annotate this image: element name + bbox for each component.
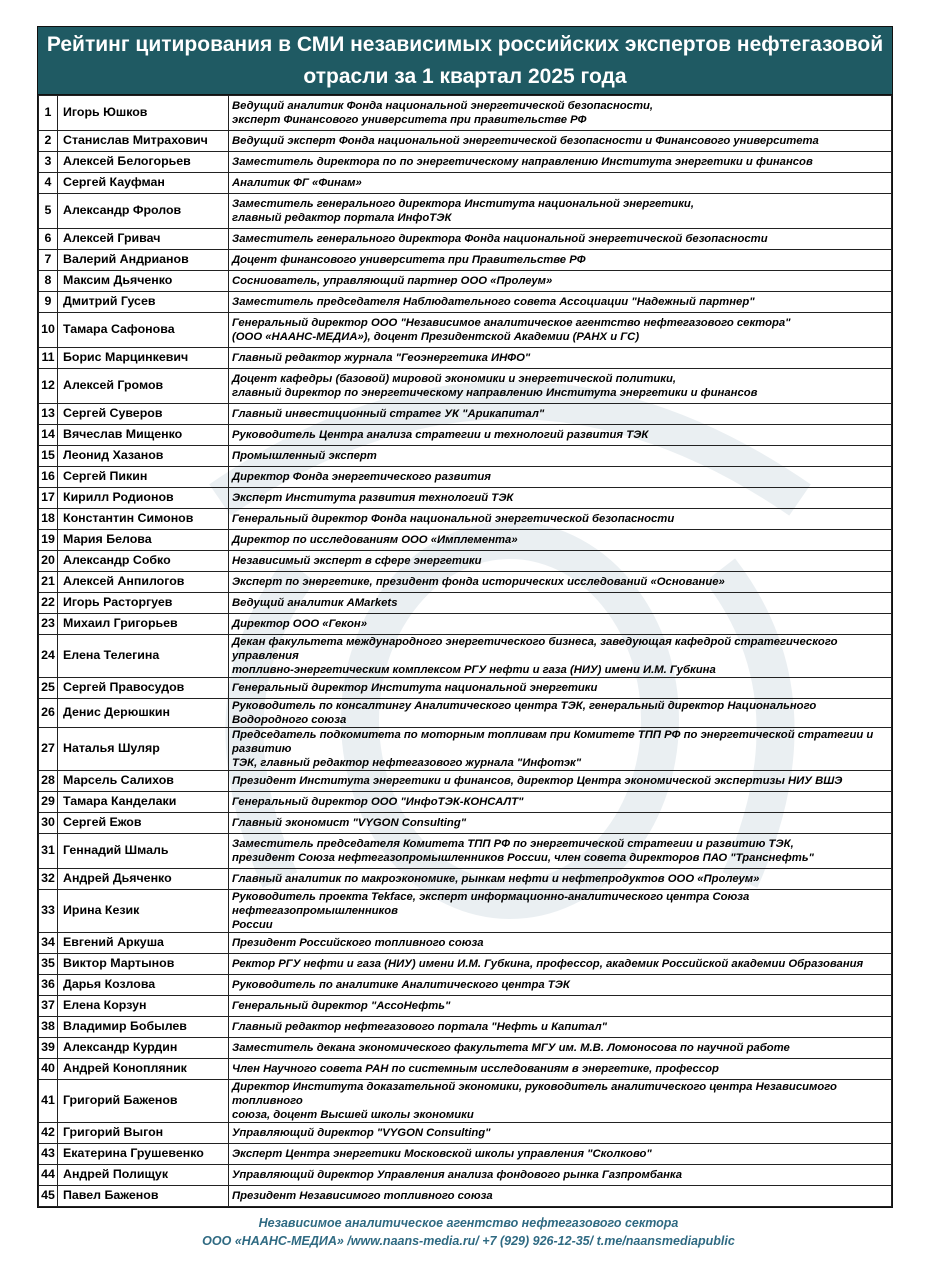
expert-row	[39, 1080, 892, 1123]
expert-row	[39, 488, 892, 509]
expert-row	[39, 728, 892, 771]
expert-row	[39, 509, 892, 530]
expert-row	[39, 1123, 892, 1144]
rank-number: 8	[39, 271, 58, 292]
expert-row	[39, 96, 892, 131]
expert-row	[39, 1059, 892, 1080]
title-line-1: Рейтинг цитирования в СМИ независимых российских экспертов нефтегазовой	[46, 33, 884, 56]
expert-row	[39, 271, 892, 292]
expert-position: Председатель подкомитета по моторным топливам при Комитете ТПП РФ по энергетической стратегии и развитию ТЭК, главный редактор нефтегазового журнала "Инфотэк"	[229, 728, 892, 771]
expert-name: Кирилл Родионов	[58, 488, 229, 509]
rank-number: 29	[39, 792, 58, 813]
expert-row	[39, 446, 892, 467]
expert-name: Константин Симонов	[58, 509, 229, 530]
expert-name: Алексей Белогорьев	[58, 152, 229, 173]
expert-position: Заместитель генерального директора Института национальной энергетики, главный редактор портала ИнфоТЭК	[229, 194, 892, 229]
expert-position: Доцент финансового университета при Правительстве РФ	[229, 250, 892, 271]
rank-number: 21	[39, 572, 58, 593]
rank-number: 34	[39, 933, 58, 954]
expert-row	[39, 369, 892, 404]
expert-name: Мария Белова	[58, 530, 229, 551]
expert-position: Главный экономист "VYGON Consulting"	[229, 813, 892, 834]
rank-number: 45	[39, 1186, 58, 1207]
expert-position: Президент Российского топливного союза	[229, 933, 892, 954]
rank-number: 28	[39, 771, 58, 792]
rank-number: 18	[39, 509, 58, 530]
rank-number: 44	[39, 1165, 58, 1186]
expert-position: Независимый эксперт в сфере энергетики	[229, 551, 892, 572]
expert-position: Руководитель по консалтингу Аналитического центра ТЭК, генеральный директор Национального Водородного союза	[229, 699, 892, 728]
expert-name: Алексей Анпилогов	[58, 572, 229, 593]
rank-number: 30	[39, 813, 58, 834]
expert-row	[39, 975, 892, 996]
expert-name: Павел Баженов	[58, 1186, 229, 1207]
rank-number: 43	[39, 1144, 58, 1165]
expert-name: Александр Собко	[58, 551, 229, 572]
expert-name: Тамара Сафонова	[58, 313, 229, 348]
rank-number: 3	[39, 152, 58, 173]
rank-number: 32	[39, 869, 58, 890]
expert-position: Руководитель Центра анализа стратегии и технологий развития ТЭК	[229, 425, 892, 446]
rank-number: 9	[39, 292, 58, 313]
expert-position: Заместитель председателя Наблюдательного совета Ассоциации "Надежный партнер"	[229, 292, 892, 313]
rank-number: 41	[39, 1080, 58, 1123]
expert-position: Член Научного совета РАН по системным исследованиям в энергетике, профессор	[229, 1059, 892, 1080]
expert-row	[39, 614, 892, 635]
expert-row	[39, 173, 892, 194]
rank-number: 1	[39, 96, 58, 131]
expert-row	[39, 792, 892, 813]
expert-position: Управляющий директор Управления анализа фондового рынка Газпромбанка	[229, 1165, 892, 1186]
expert-position: Эксперт по энергетике, президент фонда исторических исследований «Основание»	[229, 572, 892, 593]
expert-position: Генеральный директор Института национальной энергетики	[229, 678, 892, 699]
expert-position: Эксперт Центра энергетики Московской школы управления "Сколково"	[229, 1144, 892, 1165]
expert-name: Елена Корзун	[58, 996, 229, 1017]
rank-number: 38	[39, 1017, 58, 1038]
expert-row	[39, 1165, 892, 1186]
rank-number: 14	[39, 425, 58, 446]
expert-row	[39, 551, 892, 572]
rank-number: 33	[39, 890, 58, 933]
rank-number: 37	[39, 996, 58, 1017]
expert-row	[39, 348, 892, 369]
rank-number: 11	[39, 348, 58, 369]
footer-contacts: ООО «НААНС-МЕДИА» /www.naans-media.ru/ +7 (929) 926-12-35/ t.me/naansmediapublic	[202, 1234, 735, 1248]
expert-position: Ведущий аналитик AMarkets	[229, 593, 892, 614]
expert-name: Игорь Расторгуев	[58, 593, 229, 614]
expert-row	[39, 933, 892, 954]
rank-number: 10	[39, 313, 58, 348]
expert-position: Руководитель проекта Tekface, эксперт информационно-аналитического центра Союза нефтегазопромышленников России	[229, 890, 892, 933]
rank-number: 36	[39, 975, 58, 996]
expert-name: Андрей Дьяченко	[58, 869, 229, 890]
rank-number: 20	[39, 551, 58, 572]
rank-number: 22	[39, 593, 58, 614]
expert-name: Ирина Кезик	[58, 890, 229, 933]
expert-name: Александр Курдин	[58, 1038, 229, 1059]
expert-name: Григорий Баженов	[58, 1080, 229, 1123]
expert-row	[39, 1017, 892, 1038]
expert-position: Руководитель по аналитике Аналитического центра ТЭК	[229, 975, 892, 996]
expert-name: Игорь Юшков	[58, 96, 229, 131]
expert-row	[39, 530, 892, 551]
expert-name: Борис Марцинкевич	[58, 348, 229, 369]
expert-name: Вячеслав Мищенко	[58, 425, 229, 446]
expert-position: Заместитель декана экономического факультета МГУ им. М.В. Ломоносова по научной работе	[229, 1038, 892, 1059]
expert-row	[39, 771, 892, 792]
rank-number: 13	[39, 404, 58, 425]
expert-position: Сосниователь, управляющий партнер ООО «Пролеум»	[229, 271, 892, 292]
expert-name: Дарья Козлова	[58, 975, 229, 996]
expert-position: Эксперт Института развития технологий ТЭК	[229, 488, 892, 509]
expert-position: Доцент кафедры (базовой) мировой экономики и энергетической политики, главный директор по энергетическому направлению Института энергетики и финансов	[229, 369, 892, 404]
expert-position: Управляющий директор "VYGON Consulting"	[229, 1123, 892, 1144]
expert-name: Тамара Канделаки	[58, 792, 229, 813]
expert-name: Сергей Суверов	[58, 404, 229, 425]
expert-position: Главный редактор журнала "Геоэнергетика ИНФО"	[229, 348, 892, 369]
expert-position: Директор Фонда энергетического развития	[229, 467, 892, 488]
expert-name: Дмитрий Гусев	[58, 292, 229, 313]
expert-name: Леонид Хазанов	[58, 446, 229, 467]
expert-name: Алексей Громов	[58, 369, 229, 404]
expert-row	[39, 1186, 892, 1207]
expert-name: Сергей Ежов	[58, 813, 229, 834]
rank-number: 35	[39, 954, 58, 975]
expert-name: Денис Дерюшкин	[58, 699, 229, 728]
rank-number: 39	[39, 1038, 58, 1059]
expert-name: Елена Телегина	[58, 635, 229, 678]
expert-name: Григорий Выгон	[58, 1123, 229, 1144]
expert-position: Декан факультета международного энергетического бизнеса, заведующая кафедрой стратегического управления топливно-энергетическим комплексом РГУ нефти и газа (НИУ) имени И.М. Губкина	[229, 635, 892, 678]
expert-name: Алексей Гривач	[58, 229, 229, 250]
expert-position: Заместитель генерального директора Фонда национальной энергетической безопасности	[229, 229, 892, 250]
expert-row	[39, 890, 892, 933]
expert-position: Директор ООО «Гекон»	[229, 614, 892, 635]
expert-row	[39, 699, 892, 728]
rank-number: 4	[39, 173, 58, 194]
title-line-2: отрасли за 1 квартал 2025 года	[303, 65, 627, 88]
rank-number: 7	[39, 250, 58, 271]
expert-position: Директор Института доказательной экономики, руководитель аналитического центра Независимого топливного союза, доцент Высшей школы экономики	[229, 1080, 892, 1123]
expert-position: Главный редактор нефтегазового портала "Нефть и Капитал"	[229, 1017, 892, 1038]
expert-position: Заместитель председателя Комитета ТПП РФ по энергетической стратегии и развитию ТЭК, президент Союза нефтегазопромышленников России, член совета директоров ПАО "Транснефть"	[229, 834, 892, 869]
expert-name: Наталья Шуляр	[58, 728, 229, 771]
expert-name: Владимир Бобылев	[58, 1017, 229, 1038]
expert-position: Президент Института энергетики и финансов, директор Центра экономической экспертизы НИУ ВШЭ	[229, 771, 892, 792]
expert-row	[39, 678, 892, 699]
rank-number: 17	[39, 488, 58, 509]
expert-position: Ведущий эксперт Фонда национальной энергетической безопасности и Финансового университета	[229, 131, 892, 152]
rank-number: 5	[39, 194, 58, 229]
rank-number: 40	[39, 1059, 58, 1080]
rank-number: 2	[39, 131, 58, 152]
expert-name: Геннадий Шмаль	[58, 834, 229, 869]
rank-number: 23	[39, 614, 58, 635]
expert-name: Сергей Кауфман	[58, 173, 229, 194]
expert-name: Виктор Мартынов	[58, 954, 229, 975]
expert-row	[39, 194, 892, 229]
rank-number: 24	[39, 635, 58, 678]
expert-name: Михаил Григорьев	[58, 614, 229, 635]
expert-position: Аналитик ФГ «Финам»	[229, 173, 892, 194]
expert-position: Промышленный эксперт	[229, 446, 892, 467]
expert-row	[39, 572, 892, 593]
expert-name: Максим Дьяченко	[58, 271, 229, 292]
expert-row	[39, 593, 892, 614]
expert-row	[39, 954, 892, 975]
expert-row	[39, 996, 892, 1017]
rank-number: 31	[39, 834, 58, 869]
expert-position: Генеральный директор "АссоНефть"	[229, 996, 892, 1017]
expert-row	[39, 467, 892, 488]
expert-position: Заместитель директора по по энергетическому направлению Института энергетики и финансов	[229, 152, 892, 173]
rank-number: 19	[39, 530, 58, 551]
expert-row	[39, 152, 892, 173]
rank-number: 12	[39, 369, 58, 404]
expert-row	[39, 1144, 892, 1165]
expert-name: Сергей Правосудов	[58, 678, 229, 699]
expert-row	[39, 131, 892, 152]
expert-position: Генеральный директор ООО "ИнфоТЭК-КОНСАЛТ"	[229, 792, 892, 813]
expert-row	[39, 313, 892, 348]
expert-name: Марсель Салихов	[58, 771, 229, 792]
rating-sheet	[37, 26, 893, 1208]
expert-row	[39, 229, 892, 250]
footer-agency: Независимое аналитическое агентство нефтегазового сектора	[258, 1216, 679, 1230]
expert-position: Главный аналитик по макроэкономике, рынкам нефти и нефтепродуктов ООО «Пролеум»	[229, 869, 892, 890]
expert-row	[39, 250, 892, 271]
expert-name: Андрей Конопляник	[58, 1059, 229, 1080]
rank-number: 42	[39, 1123, 58, 1144]
expert-name: Станислав Митрахович	[58, 131, 229, 152]
expert-position: Президент Независимого топливного союза	[229, 1186, 892, 1207]
expert-name: Александр Фролов	[58, 194, 229, 229]
expert-position: Генеральный директор ООО "Независимое аналитическое агентство нефтегазового сектора" (ООО «НААНС-МЕДИА»), доцент Президентской Академии (РАНХ и ГС)	[229, 313, 892, 348]
rank-number: 15	[39, 446, 58, 467]
expert-name: Евгений Аркуша	[58, 933, 229, 954]
expert-name: Андрей Полищук	[58, 1165, 229, 1186]
expert-position: Ректор РГУ нефти и газа (НИУ) имени И.М. Губкина, профессор, академик Российской академии Образования	[229, 954, 892, 975]
expert-name: Валерий Андрианов	[58, 250, 229, 271]
expert-row	[39, 1038, 892, 1059]
expert-name: Сергей Пикин	[58, 467, 229, 488]
rank-number: 26	[39, 699, 58, 728]
expert-position: Генеральный директор Фонда национальной энергетической безопасности	[229, 509, 892, 530]
expert-row	[39, 425, 892, 446]
expert-row	[39, 292, 892, 313]
expert-row	[39, 834, 892, 869]
rank-number: 6	[39, 229, 58, 250]
rank-number: 27	[39, 728, 58, 771]
expert-row	[39, 635, 892, 678]
rank-number: 25	[39, 678, 58, 699]
expert-position: Главный инвестиционный стратег УК "Арикапитал"	[229, 404, 892, 425]
rating-title	[38, 27, 892, 95]
expert-row	[39, 404, 892, 425]
experts-table	[38, 95, 892, 1207]
expert-row	[39, 869, 892, 890]
expert-name: Екатерина Грушевенко	[58, 1144, 229, 1165]
expert-row	[39, 813, 892, 834]
expert-position: Ведущий аналитик Фонда национальной энергетической безопасности, эксперт Финансового университета при правительстве РФ	[229, 96, 892, 131]
rank-number: 16	[39, 467, 58, 488]
expert-position: Директор по исследованиям ООО «Имплемента»	[229, 530, 892, 551]
